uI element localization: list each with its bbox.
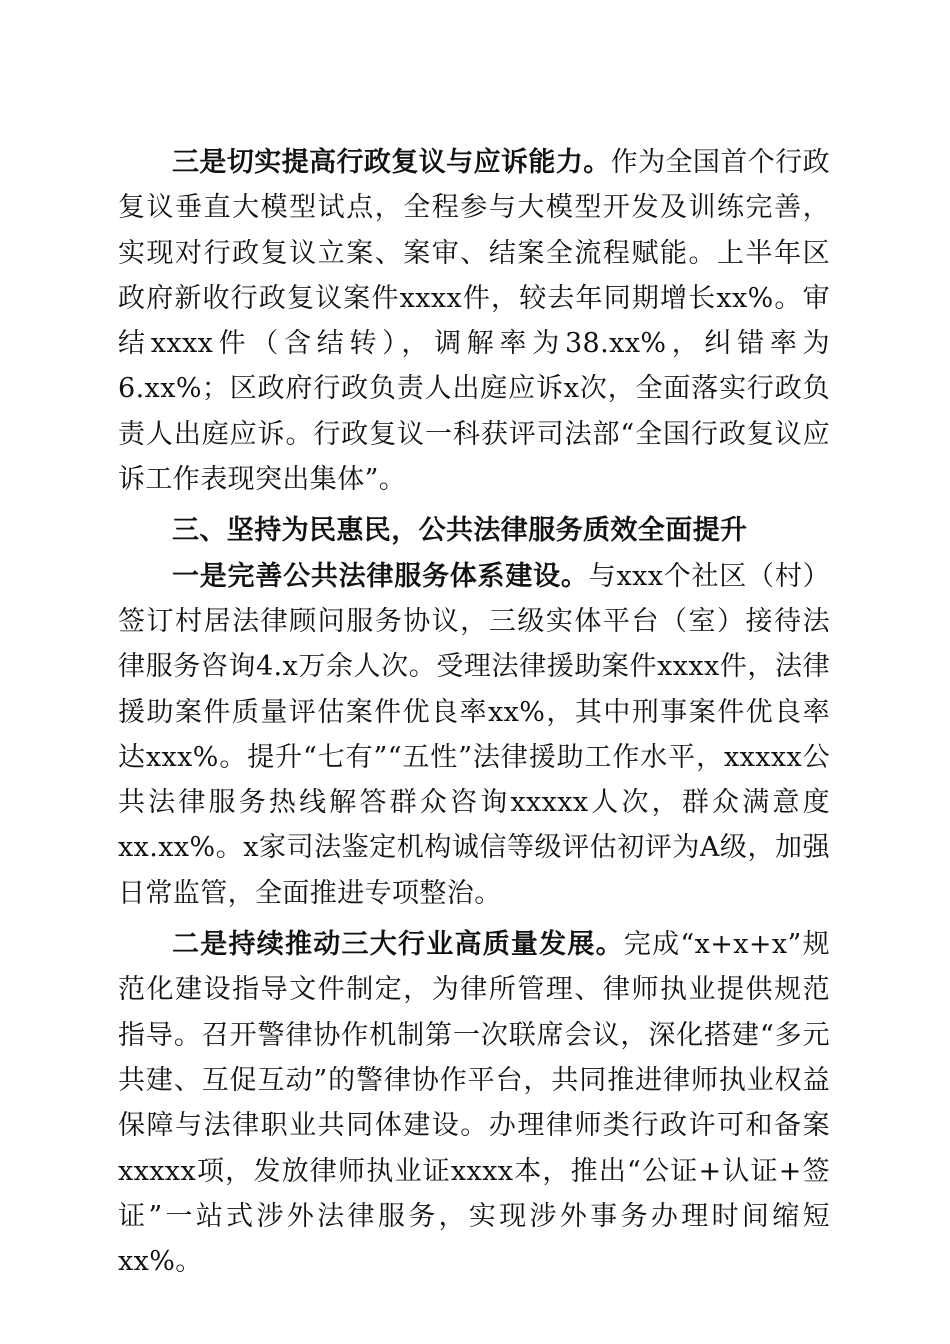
paragraph-lead: 三是切实提高行政复议与应诉能力。 — [172, 147, 611, 178]
paragraph-body: 与xxx个社区（村）签订村居法律顾问服务协议，三级实体平台（室）接待法律服务咨询4.x万余人次。受理法律援助案件xxxx件，法律援助案件质量评估案件优良率xx%，其中刑事案件优良率达xxx%。提升“七有”“五性”法律援助工作水平，xxxxx公共法律服务热线解答群众咨询xxxxx人次，群众满意度xx.xx%。x家司法鉴定机构诚信等级评估初评为A级，加强日常监管，全面推进专项整治。 — [118, 560, 830, 909]
section-heading: 三、坚持为民惠民，公共法律服务质效全面提升 — [172, 515, 748, 547]
paragraph-lead: 一是完善公共法律服务体系建设。 — [172, 560, 589, 592]
paragraph-industry-development — [118, 922, 830, 1284]
paragraph-public-legal-service — [118, 554, 830, 916]
paragraph-lead: 二是持续推动三大行业高质量发展。 — [172, 929, 624, 961]
document-page — [118, 140, 830, 1284]
paragraph-body: 作为全国首个行政复议垂直大模型试点，全程参与大模型开发及训练完善，实现对行政复议立案、案审、结案全流程赋能。上半年区政府新收行政复议案件xxxx件，较去年同期增长xx%。审结xxxx件（含结转），调解率为38.xx%，纠错率为6.xx%；区政府行政负责人出庭应诉x次，全面落实行政负责人出庭应诉。行政复议一科获评司法部“全国行政复议应诉工作表现突出集体”。 — [118, 147, 830, 496]
paragraph-administrative-review — [118, 140, 830, 502]
paragraph-body: 完成“x+x+x”规范化建设指导文件制定，为律所管理、律师执业提供规范指导。召开警律协作机制第一次联席会议，深化搭建“多元共建、互促互动”的警律协作平台，共同推进律师执业权益保障与法律职业共同体建设。办理律师类行政许可和备案xxxxx项，发放律师执业证xxxx本，推出“公证+认证+签证”一站式涉外法律服务，实现涉外事务办理时间缩短xx%。 — [118, 929, 830, 1278]
